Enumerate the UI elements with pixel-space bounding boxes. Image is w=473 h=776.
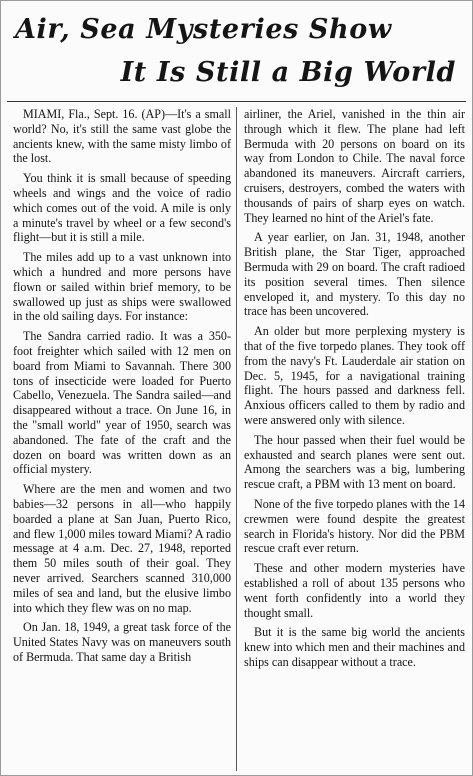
paragraph: Where are the men and women and two babies—32 persons in all—who happily boarded a plane at San Juan, Puerto Rico, and flew 1,000 miles toward Miami? A radio message at 4 a.m. Dec. 27, 1948, reported them 50 miles south of their goal. They never arrived. Searchers scanned 310,000 miles of sea and land, but the elusive limbo into which they flew was on no map. (13, 482, 231, 615)
headline-line-2: It Is Still a Big World (120, 57, 456, 88)
paragraph: These and other modern mysteries have established a roll of about 135 persons who went forth confidently into a world they thought small. (244, 561, 465, 620)
headline-line-1: Air, Sea Mysteries Show (15, 14, 392, 45)
paragraph: None of the five torpedo planes with the 14 crewmen were found despite the greatest search in Florida's history. Nor did the PBM rescue craft ever return. (244, 496, 465, 556)
left-column (13, 107, 231, 670)
paragraph: MIAMI, Fla., Sept. 16. (AP)—It's a small world? No, it's still the same vast globe the ancients knew, with the same misty limbo of the lost. (13, 107, 231, 166)
right-column (244, 107, 465, 675)
headline (11, 7, 462, 97)
paragraph: The Sandra carried radio. It was a 350-foot freighter which sailed with 12 men on board from Miami to Savannah. There 300 tons of insecticide were loaded for Puerto Cabello, Venezuela. The Sandra sailed—and disappeared without a trace. On June 16, in the "small world" year of 1950, search was abandoned. The fate of the craft and the dozen on board was written down as an official mystery. (13, 329, 231, 477)
paragraph: The miles add up to a vast unknown into which a hundred and more persons have flown or sailed within brief memory, to be swallowed up just as ships were swallowed in the old sailing days. For instance: (13, 250, 231, 324)
paragraph: An older but more perplexing mystery is that of the five torpedo planes. They took off from the navy's Ft. Lauderdale air station on Dec. 5, 1945, for a navigational training flight. The hours passed and darkness fell. Anxious officers called to them by radio and were answered only with silence. (244, 324, 465, 427)
paragraph: You think it is small because of speeding wheels and wings and the voice of radio which comes out of the void. A mile is only a minute's travel by wheel or a few second's flight—but it is still a mile. (13, 171, 231, 245)
paragraph: airliner, the Ariel, vanished in the thin air through which it flew. The plane had left Bermuda with 20 persons on board on its way from London to Chile. The naval force abandoned its maneuvers. Aircraft carriers, cruisers, destroyers, combed the waters with thousands of pairs of sharp eyes on watch. They learned no hint of the Ariel's fate. (244, 107, 465, 225)
column-divider (236, 107, 237, 771)
paragraph: On Jan. 18, 1949, a great task force of the United States Navy was on maneuvers south of Bermuda. That same day a British (13, 620, 231, 664)
paragraph: The hour passed when their fuel would be exhausted and search planes were sent out. Among the searchers was a big, lumbering rescue craft, a PBM with 13 ment on board. (244, 432, 465, 492)
paragraph: A year earlier, on Jan. 31, 1948, another British plane, the Star Tiger, approached Bermuda with 29 on board. The craft radioed its position several times. Then silence enveloped it, and mystery. To this day no trace has been uncovered. (244, 230, 465, 319)
paragraph: But it is the same big world the ancients knew into which men and their machines and ships can disappear without a trace. (244, 625, 465, 669)
headline-rule (7, 101, 466, 102)
